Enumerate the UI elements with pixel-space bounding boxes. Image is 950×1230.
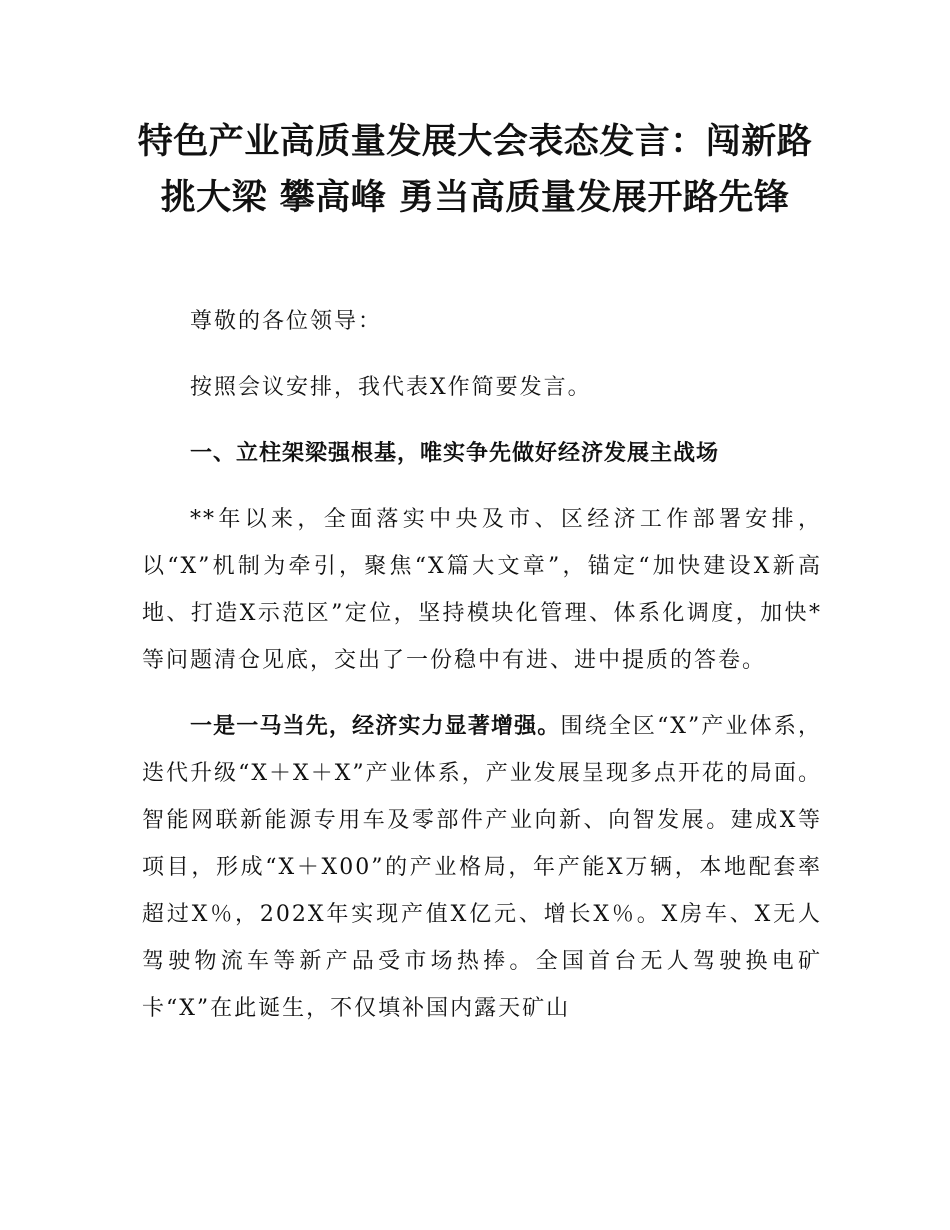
document-body [142, 298, 822, 1032]
title-line-1: 特色产业高质量发展大会表态发言：闯新路 [137, 122, 813, 162]
section-heading: 一、立柱架梁强根基，唯实争先做好经济发展主战场 [190, 441, 720, 466]
point-paragraph [142, 703, 822, 1032]
title-line-2: 挑大梁 攀高峰 勇当高质量发展开路先锋 [160, 178, 790, 218]
section-paragraph: **年以来，全面落实中央及市、区经济工作部署安排，以“X”机制为牵引，聚焦“X篇大文章”，锚定“加快建设X新高地、打造X示范区”定位，坚持模块化管理、体系化调度，加快*等问题清仓见底，交出了一份稳中有进、进中提质的答卷。 [142, 507, 822, 673]
document-title [100, 114, 850, 226]
intro-paragraph: 按照会议安排，我代表X作简要发言。 [190, 375, 592, 400]
point-text: 围绕全区“X”产业体系，迭代升级“X＋X＋X”产业体系，产业发展呈现多点开花的局面。智能网联新能源专用车及零部件产业向新、向智发展。建成X等项目，形成“X＋X00”的产业格局，年产能X万辆，本地配套率超过X％，202X年实现产值X亿元、增长X％。X房车、X无人驾驶物流车等新产品受市场热捧。全国首台无人驾驶换电矿卡“X”在此诞生，不仅填补国内露天矿山 [142, 714, 822, 1021]
point-lead: 一是一马当先，经济实力显著增强。 [190, 714, 561, 739]
salutation: 尊敬的各位领导： [190, 309, 383, 334]
